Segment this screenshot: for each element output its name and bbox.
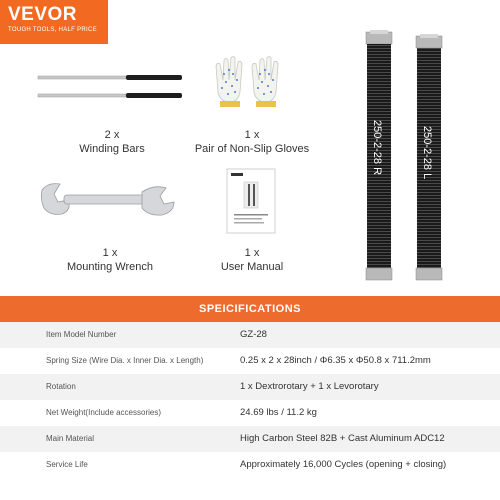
gloves-icon [212, 52, 286, 110]
item-manual [172, 246, 332, 274]
spec-key: Rotation [46, 382, 76, 391]
torsion-springs [352, 30, 472, 285]
item-label: Mounting Wrench [66, 261, 153, 273]
spec-value: High Carbon Steel 82B + Cast Aluminum ADC12 [240, 433, 445, 444]
item-label: User Manual [220, 261, 284, 273]
item-qty: 1 x [244, 129, 260, 141]
item-winding-bars [32, 128, 192, 156]
wrench-icon [38, 180, 178, 220]
item-gloves [172, 128, 332, 156]
spec-row [0, 426, 500, 452]
spec-key: Service Life [46, 460, 88, 469]
specifications-table [0, 322, 500, 478]
spec-value: Approximately 16,000 Cycles (opening + closing) [240, 459, 447, 470]
spec-value: GZ-28 [240, 329, 267, 340]
spec-row [0, 452, 500, 478]
spec-value: 0.25 x 2 x 28inch / Φ6.35 x Φ50.8 x 711.2mm [240, 355, 431, 366]
item-qty: 1 x [244, 247, 260, 259]
spec-key: Item Model Number [46, 330, 117, 339]
logo-tagline: TOUGH TOOLS, HALF PRICE [8, 27, 97, 33]
spec-key: Net Weight(Include accessories) [46, 408, 162, 417]
item-label: Pair of Non-Slip Gloves [194, 143, 310, 155]
spring-right-marking: 250-2-28 R [371, 120, 383, 176]
spec-row [0, 322, 500, 348]
spec-row [0, 400, 500, 426]
winding-bars-icon [36, 70, 186, 106]
logo-brand: VEVOR [8, 4, 78, 25]
item-label: Winding Bars [79, 143, 145, 155]
spec-key: Spring Size (Wire Dia. x Inner Dia. x Length) [46, 356, 204, 365]
item-qty: 2 x [104, 129, 120, 141]
vevor-logo [0, 0, 108, 44]
spring-left-marking: 250-2-28 L [421, 126, 433, 180]
specifications-header: SPEICIFICATIONS [0, 296, 500, 322]
spec-key: Main Material [46, 434, 95, 443]
spec-value: 24.69 lbs / 11.2 kg [240, 407, 317, 418]
item-qty: 1 x [102, 247, 118, 259]
spec-value: 1 x Dextrorotary + 1 x Levorotary [240, 381, 379, 392]
spec-row [0, 348, 500, 374]
item-wrench [30, 246, 190, 274]
spec-row [0, 374, 500, 400]
manual-icon [226, 168, 276, 234]
